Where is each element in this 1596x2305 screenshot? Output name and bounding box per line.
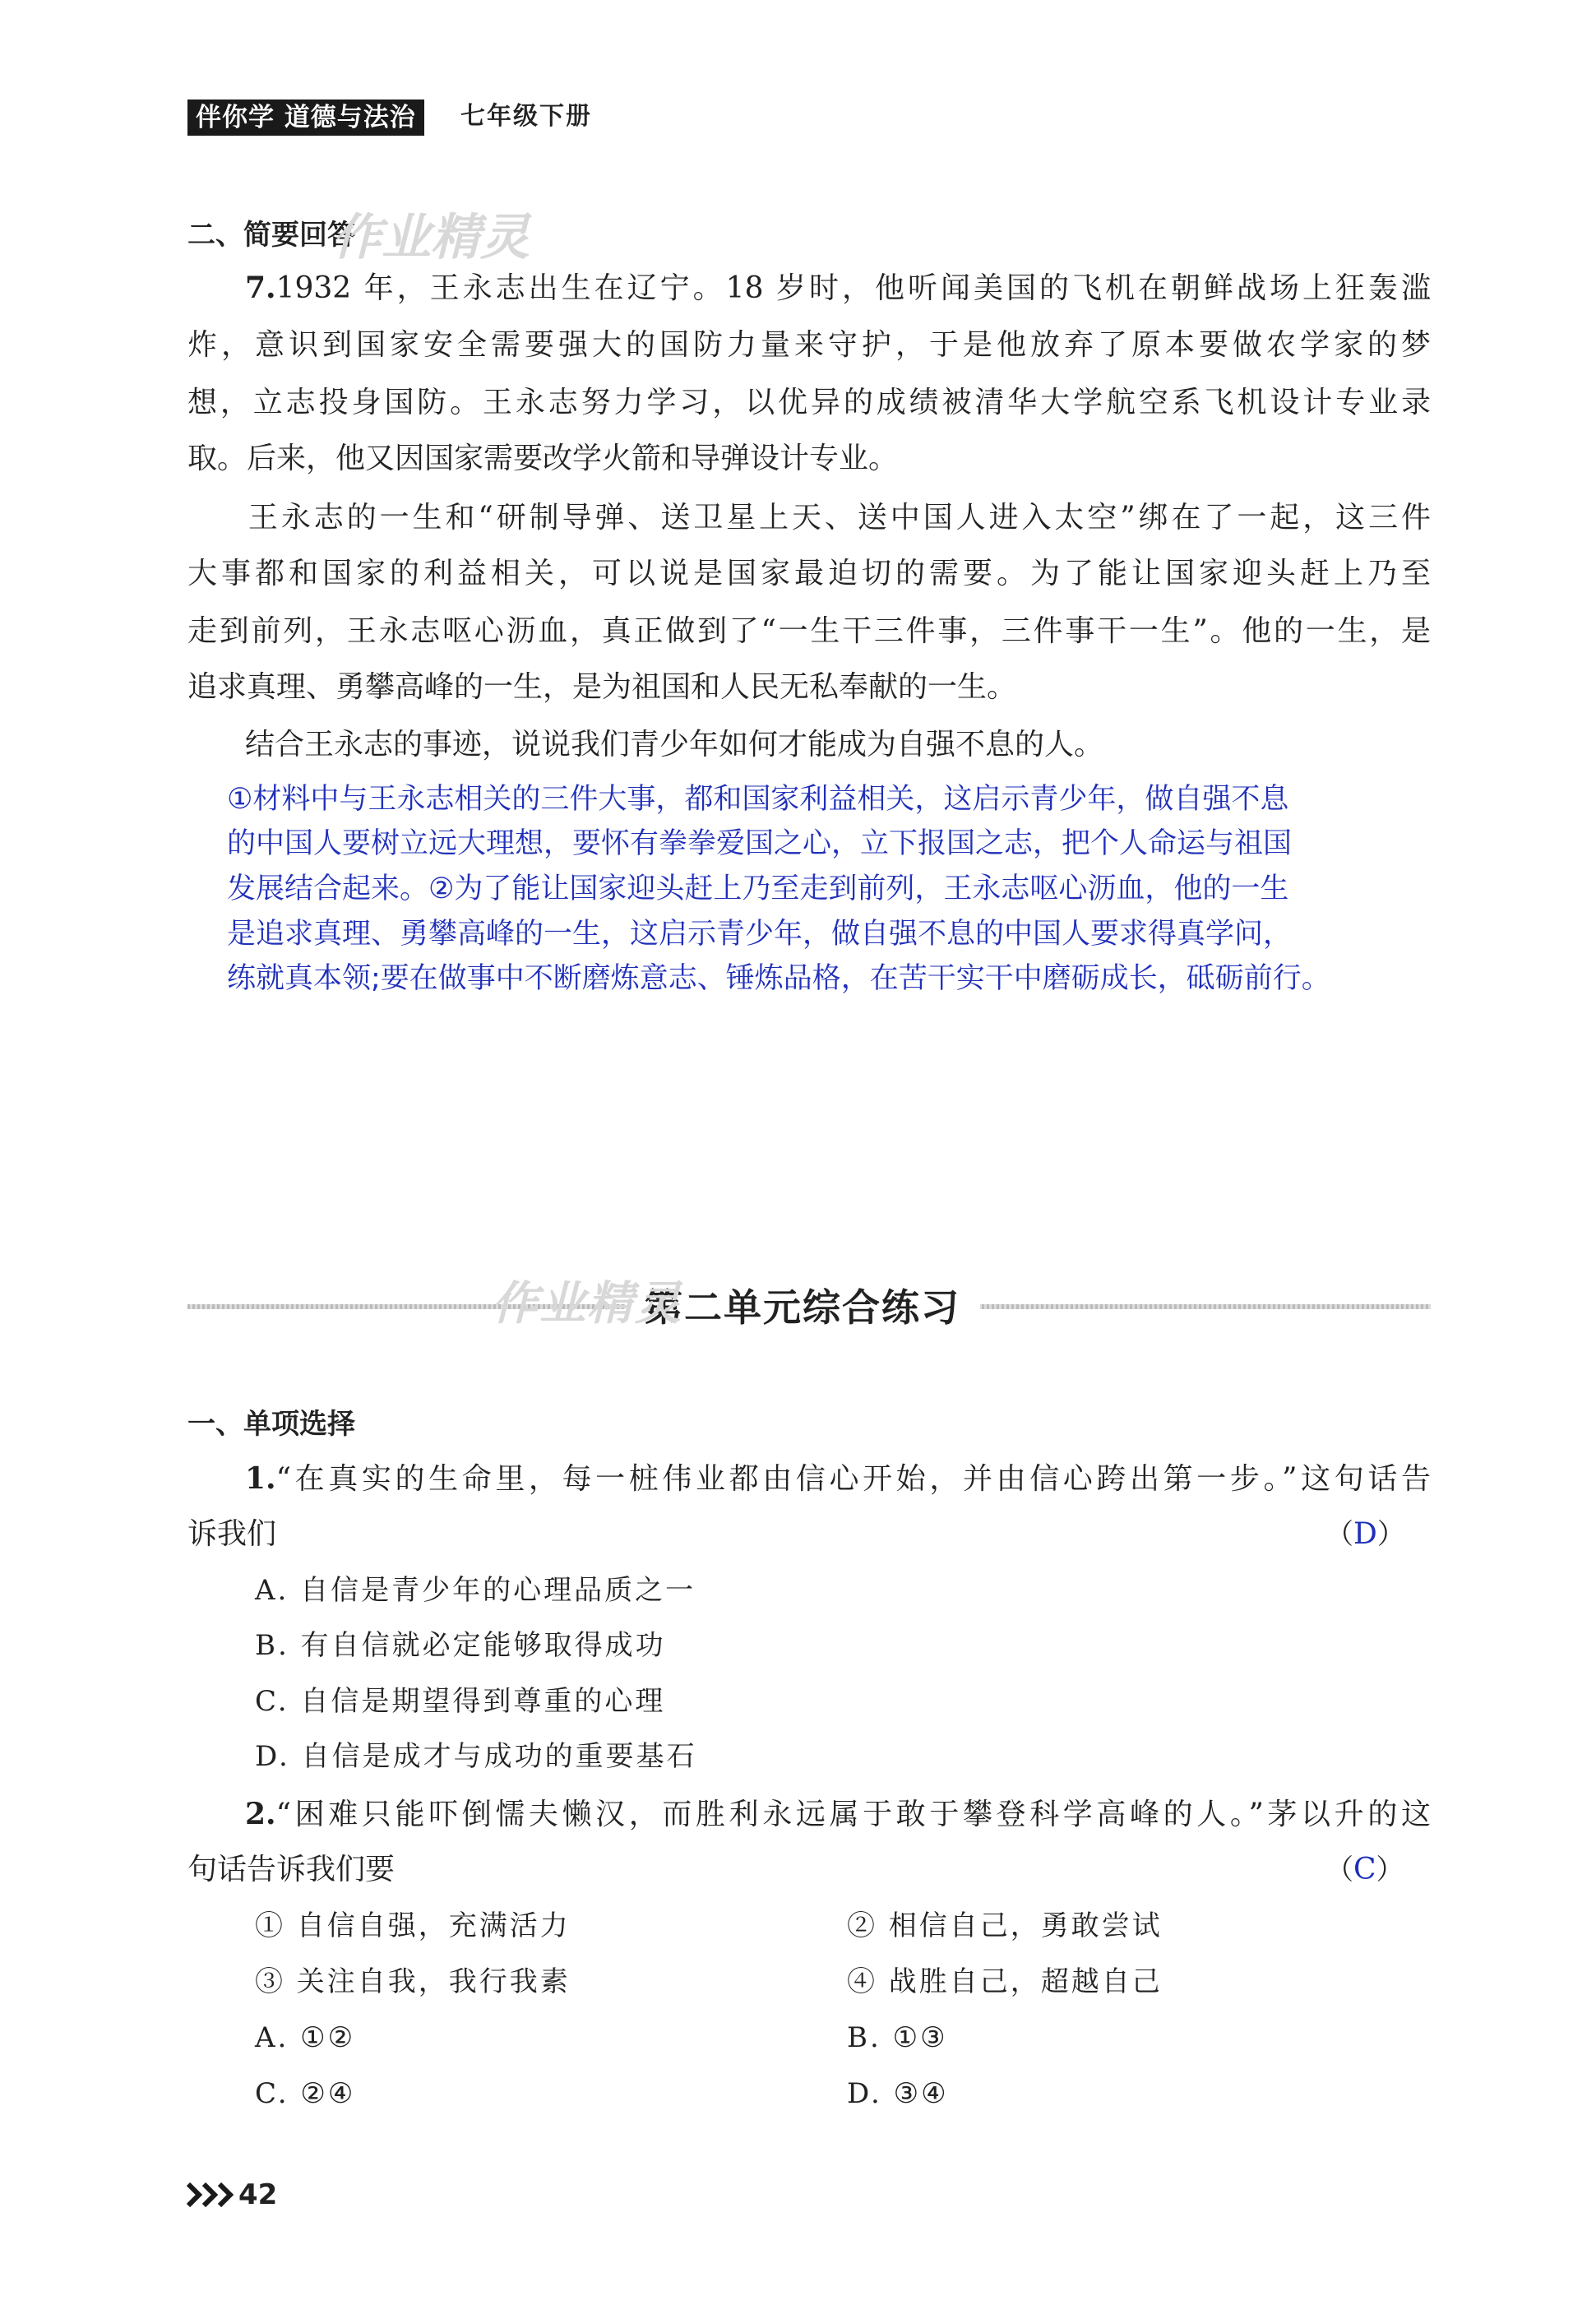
q7-para2-line-3: 走到前列，王永志呕心沥血，真正做到了“一生干三件事，三件事干一生”。他的一生，是 bbox=[187, 614, 1431, 648]
q2-choice-a: A. ①② bbox=[255, 2021, 356, 2054]
q2-stem-line-1: 2.“困难只能吓倒懦夫懒汉，而胜利永远属于敢于攀登科学高峰的人。”茅以升的这 bbox=[245, 1797, 1431, 1831]
q2-choice-b: B. ①③ bbox=[847, 2021, 948, 2054]
q7-para1-line-2: 炸，意识到国家安全需要强大的国防力量来守护，于是他放弃了原本要做农学家的梦 bbox=[187, 328, 1431, 362]
section-heading-single-choice: 一、单项选择 bbox=[187, 1408, 355, 1441]
q2-statement-2: ② 相信自己，勇敢尝试 bbox=[847, 1909, 1163, 1942]
q2-answer: C bbox=[1353, 1853, 1376, 1886]
watermark-unit: 作业精灵 bbox=[492, 1277, 682, 1331]
q1-option-a: A. 自信是青少年的心理品质之一 bbox=[255, 1574, 696, 1607]
q7-prompt: 结合王永志的事迹，说说我们青少年如何才能成为自强不息的人。 bbox=[245, 728, 1104, 761]
q1-answer-bracket: （D） bbox=[1325, 1517, 1405, 1551]
q1-option-d: D. 自信是成才与成功的重要基石 bbox=[255, 1740, 697, 1773]
q2-answer-bracket: （C） bbox=[1325, 1853, 1404, 1886]
q7-para2-line-1: 王永志的一生和“研制导弹、送卫星上天、送中国人进入太空”绑在了一起，这三件 bbox=[245, 501, 1431, 535]
q1-stem-line-2: 诉我们 bbox=[187, 1517, 277, 1551]
q7-number: 7. bbox=[245, 271, 276, 305]
q7-para1-line-3: 想，立志投身国防。王永志努力学习，以优异的成绩被清华大学航空系飞机设计专业录 bbox=[187, 386, 1431, 419]
q1-option-c: C. 自信是期望得到尊重的心理 bbox=[255, 1685, 666, 1718]
q1-answer: D bbox=[1353, 1517, 1377, 1551]
section-heading-short-answer: 二、简要回答 bbox=[187, 219, 355, 252]
unit-title: 第二单元综合练习 bbox=[625, 1284, 980, 1331]
q2-statement-4: ④ 战胜自己，超越自己 bbox=[847, 1965, 1163, 1998]
q2-stem-line-2: 句话告诉我们要 bbox=[187, 1853, 396, 1886]
q7-answer-line-4: 是追求真理、勇攀高峰的一生，这启示青少年，做自强不息的中国人要求得真学问， bbox=[227, 918, 1293, 951]
q1-number: 1. bbox=[245, 1461, 276, 1496]
book-series-label: 伴你学 道德与法治 bbox=[187, 100, 424, 136]
q2-choice-d: D. ③④ bbox=[847, 2077, 949, 2110]
q7-para2-line-2: 大事都和国家的利益相关，可以说是国家最迫切的需要。为了能让国家迎头赶上乃至 bbox=[187, 557, 1431, 590]
q7-para1-line-4: 取。后来，他又因国家需要改学火箭和导弹设计专业。 bbox=[187, 442, 899, 475]
q7-answer-line-5: 练就真本领;要在做事中不断磨炼意志、锤炼品格，在苦干实干中磨砺成长，砥砺前行。 bbox=[227, 962, 1330, 995]
q7-para2-line-4: 追求真理、勇攀高峰的一生，是为祖国和人民无私奉献的一生。 bbox=[187, 670, 1017, 704]
q1-stem-line-1: 1.“在真实的生命里，每一桩伟业都由信心开始，并由信心跨出第一步。”这句话告 bbox=[245, 1461, 1431, 1496]
q2-number: 2. bbox=[245, 1797, 276, 1831]
q1-option-b: B. 有自信就必定能够取得成功 bbox=[255, 1629, 666, 1662]
watermark-top: 作业精灵 bbox=[332, 209, 530, 266]
q2-choice-c: C. ②④ bbox=[255, 2077, 356, 2110]
q2-statement-1: ① 自信自强，充满活力 bbox=[255, 1909, 571, 1942]
grade-label: 七年级下册 bbox=[460, 102, 592, 131]
q7-para1-line-1: 7.1932 年，王永志出生在辽宁。18 岁时，他听闻美国的飞机在朝鲜战场上狂轰滥 bbox=[245, 271, 1431, 305]
page-arrows-icon bbox=[186, 2181, 235, 2212]
q7-answer-line-2: 的中国人要树立远大理想，要怀有拳拳爱国之心，立下报国之志，把个人命运与祖国 bbox=[227, 827, 1293, 860]
q2-statement-3: ③ 关注自我，我行我素 bbox=[255, 1965, 571, 1998]
page-number: 42 bbox=[238, 2178, 278, 2211]
q7-answer-line-3: 发展结合起来。②为了能让国家迎头赶上乃至走到前列，王永志呕心沥血，他的一生 bbox=[227, 872, 1289, 905]
q7-answer-line-1: ①材料中与王永志相关的三件大事，都和国家利益相关，这启示青少年，做自强不息 bbox=[227, 783, 1289, 816]
